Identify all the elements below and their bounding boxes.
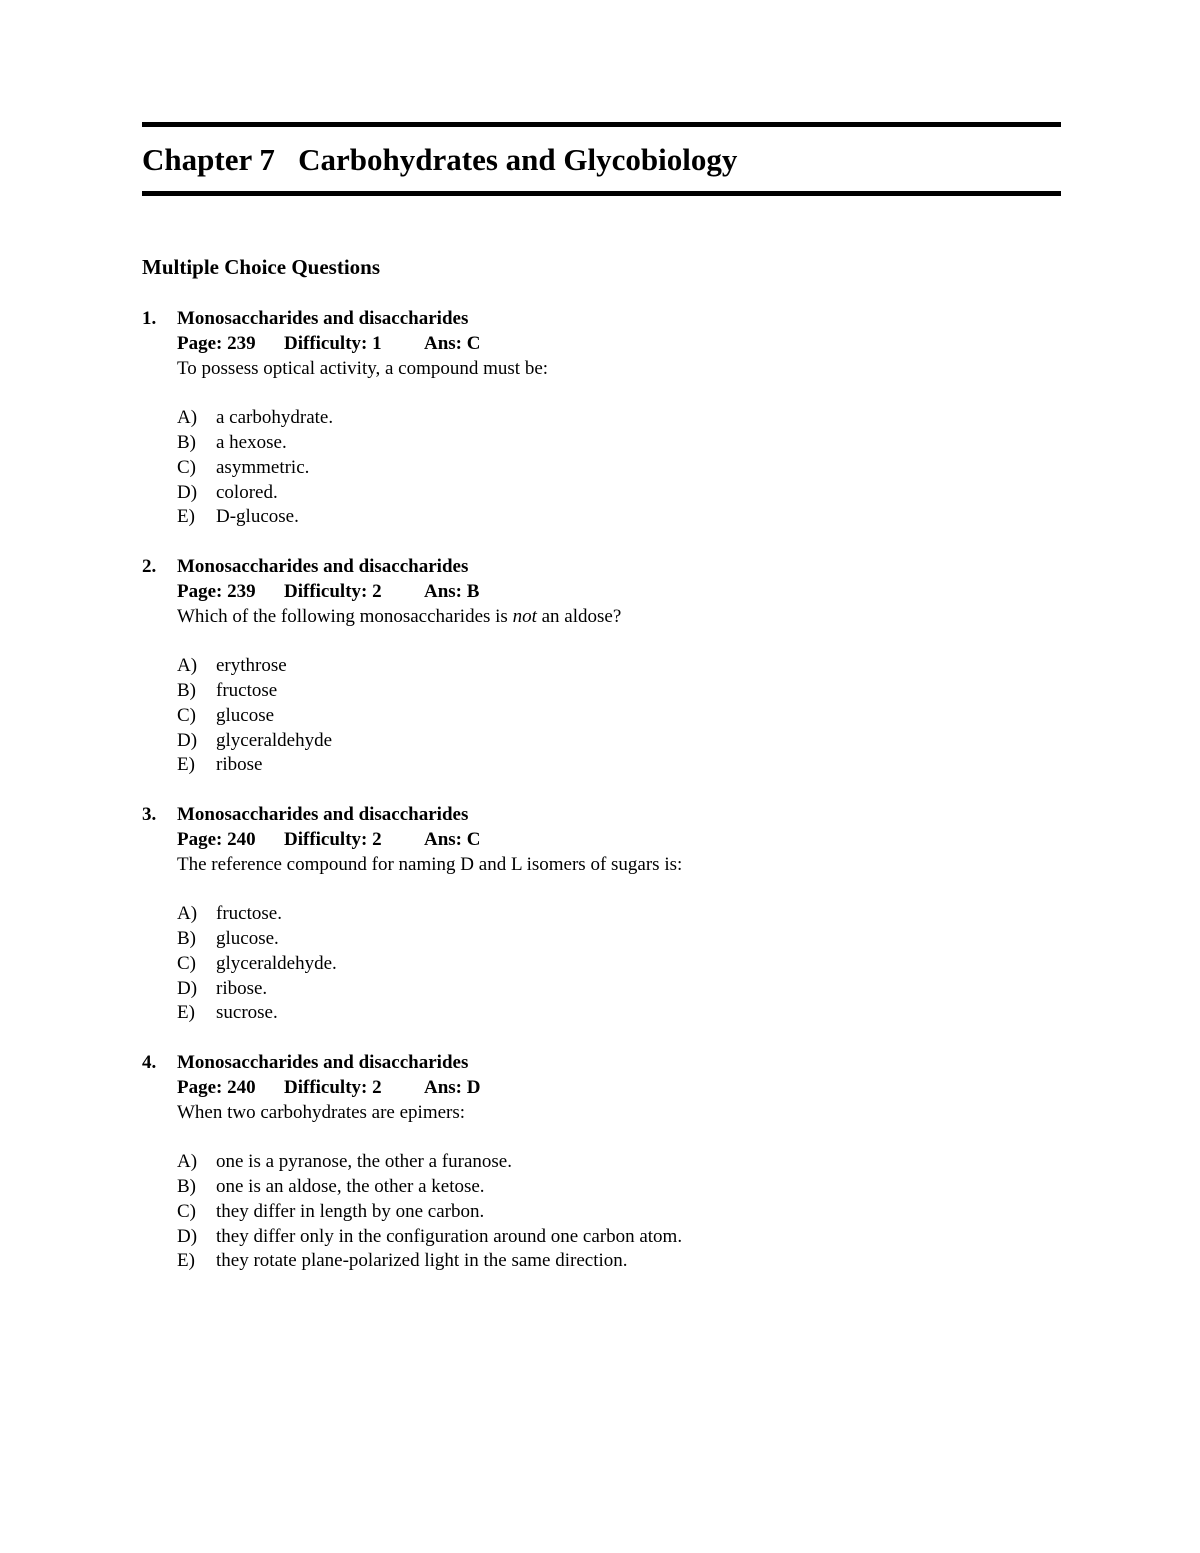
option-text: glyceraldehyde.	[216, 953, 337, 974]
answer-value: B	[466, 581, 480, 602]
option-letter: D)	[177, 482, 198, 503]
answer-info	[424, 332, 481, 356]
option-text: they rotate plane-polarized light in the same direction.	[216, 1250, 628, 1271]
page-value: 240	[227, 829, 256, 850]
option-letter: E)	[177, 1002, 195, 1023]
option-letter: D)	[177, 1226, 198, 1247]
page-label: Page:	[177, 333, 223, 354]
question-topic: Monosaccharides and disaccharides	[177, 308, 469, 329]
page-label: Page:	[177, 1077, 223, 1098]
page-info	[177, 828, 284, 852]
option-text: glyceraldehyde	[216, 730, 333, 751]
option-letter: A)	[177, 903, 198, 924]
question-number: 4.	[142, 1052, 157, 1073]
option-letter: A)	[177, 407, 198, 428]
question-meta	[177, 828, 481, 852]
option-letter: C)	[177, 457, 196, 478]
option-letter: A)	[177, 655, 198, 676]
option-letter: E)	[177, 506, 195, 527]
option-text: a hexose.	[216, 432, 287, 453]
option-text: one is a pyranose, the other a furanose.	[216, 1151, 512, 1172]
option-text: they differ in length by one carbon.	[216, 1201, 485, 1222]
option-text: erythrose	[216, 655, 287, 676]
option-text: colored.	[216, 482, 278, 503]
answer-value: C	[466, 333, 481, 354]
question-number: 1.	[142, 308, 157, 329]
difficulty-info	[284, 332, 424, 356]
difficulty-info	[284, 1076, 424, 1100]
option-text: sucrose.	[216, 1002, 278, 1023]
difficulty-value: 2	[372, 829, 382, 850]
stem-text: Which of the following monosaccharides is	[177, 606, 513, 627]
answer-value: C	[466, 829, 481, 850]
answer-label: Ans:	[424, 1077, 463, 1098]
question-stem: The reference compound for naming D and L isomers of sugars is:	[177, 854, 683, 875]
title-rule-bottom	[142, 191, 1061, 196]
option-text: they differ only in the configuration around one carbon atom.	[216, 1226, 683, 1247]
option-letter: C)	[177, 705, 196, 726]
page-info	[177, 1076, 284, 1100]
question-meta	[177, 580, 479, 604]
option-letter: E)	[177, 1250, 195, 1271]
option-letter: D)	[177, 978, 198, 999]
answer-info	[424, 580, 479, 604]
question-topic: Monosaccharides and disaccharides	[177, 556, 469, 577]
option-letter: B)	[177, 432, 196, 453]
option-letter: C)	[177, 1201, 196, 1222]
answer-label: Ans:	[424, 581, 463, 602]
option-letter: B)	[177, 680, 196, 701]
difficulty-info	[284, 828, 424, 852]
option-text: one is an aldose, the other a ketose.	[216, 1176, 485, 1197]
question-meta	[177, 332, 481, 356]
title-rule-top	[142, 122, 1061, 127]
option-letter: B)	[177, 928, 196, 949]
question-stem: When two carbohydrates are epimers:	[177, 1102, 466, 1123]
difficulty-label: Difficulty:	[284, 1077, 368, 1098]
answer-info	[424, 1076, 481, 1100]
option-letter: D)	[177, 730, 198, 751]
option-letter: B)	[177, 1176, 196, 1197]
option-text: D-glucose.	[216, 506, 299, 527]
question-number: 3.	[142, 804, 157, 825]
chapter-name: Carbohydrates and Glycobiology	[298, 142, 738, 177]
option-text: ribose	[216, 754, 263, 775]
option-text: fructose	[216, 680, 278, 701]
answer-label: Ans:	[424, 333, 463, 354]
question-meta	[177, 1076, 481, 1100]
option-text: ribose.	[216, 978, 268, 999]
question-topic: Monosaccharides and disaccharides	[177, 1052, 469, 1073]
page-label: Page:	[177, 829, 223, 850]
option-letter: A)	[177, 1151, 198, 1172]
page-value: 240	[227, 1077, 256, 1098]
option-letter: C)	[177, 953, 196, 974]
difficulty-label: Difficulty:	[284, 829, 368, 850]
answer-label: Ans:	[424, 829, 463, 850]
answer-info	[424, 828, 481, 852]
option-text: fructose.	[216, 903, 282, 924]
difficulty-label: Difficulty:	[284, 581, 368, 602]
chapter-title	[142, 140, 737, 180]
option-text: glucose.	[216, 928, 279, 949]
question-stem: To possess optical activity, a compound must be:	[177, 358, 549, 379]
page-value: 239	[227, 333, 256, 354]
question-number: 2.	[142, 556, 157, 577]
answer-value: D	[466, 1077, 481, 1098]
chapter-number: Chapter 7	[142, 142, 275, 177]
option-text: glucose	[216, 705, 275, 726]
stem-emphasis: not	[512, 606, 537, 627]
question-topic: Monosaccharides and disaccharides	[177, 804, 469, 825]
page-value: 239	[227, 581, 256, 602]
difficulty-value: 2	[372, 1077, 382, 1098]
option-letter: E)	[177, 754, 195, 775]
difficulty-label: Difficulty:	[284, 333, 368, 354]
section-heading: Multiple Choice Questions	[142, 255, 381, 279]
option-text: asymmetric.	[216, 457, 310, 478]
page-info	[177, 332, 284, 356]
difficulty-value: 2	[372, 581, 382, 602]
question-stem	[177, 605, 621, 629]
stem-text: an aldose?	[536, 606, 622, 627]
difficulty-info	[284, 580, 424, 604]
page-label: Page:	[177, 581, 223, 602]
option-text: a carbohydrate.	[216, 407, 334, 428]
page-info	[177, 580, 284, 604]
difficulty-value: 1	[372, 333, 382, 354]
